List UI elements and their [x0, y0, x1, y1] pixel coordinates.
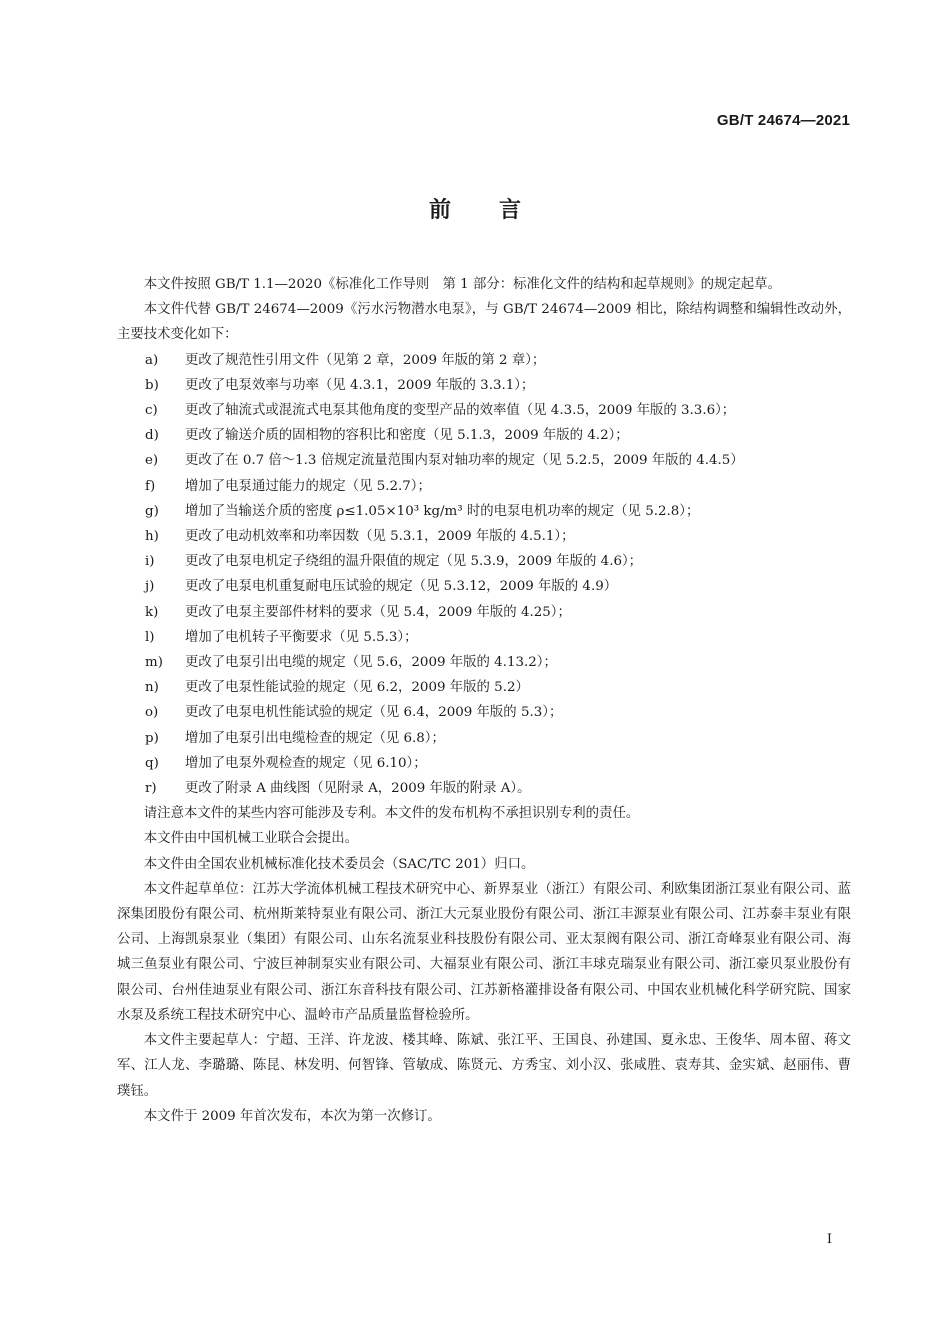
changes-list — [117, 348, 851, 802]
standard-number: GB/T 24674—2021 — [716, 112, 850, 129]
list-item-text: 增加了电机转子平衡要求（见 5.5.3）； — [185, 629, 418, 645]
list-item — [117, 448, 851, 473]
document-body — [117, 272, 851, 1129]
list-item — [117, 398, 851, 423]
list-item-text: 更改了电泵主要部件材料的要求（见 5.4，2009 年版的 4.25）； — [185, 604, 571, 620]
list-item-text: 增加了电泵通过能力的规定（见 5.2.7）； — [185, 478, 431, 494]
list-item-text: 增加了当输送介质的密度 ρ≤1.05×10³ kg/m³ 时的电泵电机功率的规定（见 5.2.8）； — [185, 503, 700, 519]
list-item-label: e) — [145, 453, 159, 469]
list-item-label: i) — [145, 554, 155, 570]
list-item-text: 更改了输送介质的固相物的容积比和密度（见 5.1.3，2009 年版的 4.2）； — [185, 428, 629, 444]
list-item — [117, 776, 851, 801]
list-item-label: o) — [145, 705, 159, 721]
paragraph: 本文件由中国机械工业联合会提出。 — [143, 831, 359, 847]
list-item — [117, 474, 851, 499]
list-item-label: k) — [145, 604, 159, 620]
page-title: 前言 — [428, 198, 569, 223]
list-item-text: 更改了电泵效率与功率（见 4.3.1，2009 年版的 3.3.1）； — [185, 377, 535, 393]
paragraph: 本文件于 2009 年首次发布，本次为第一次修订。 — [143, 1108, 441, 1124]
list-item-text: 更改了电泵电机性能试验的规定（见 6.4，2009 年版的 5.3）； — [185, 705, 563, 721]
paragraph: 本文件由全国农业机械标准化技术委员会（SAC/TC 201）归口。 — [143, 856, 535, 872]
list-item — [117, 625, 851, 650]
list-item-label: q) — [145, 755, 159, 771]
list-item — [117, 650, 851, 675]
list-item-text: 更改了规范性引用文件（见第 2 章，2009 年版的第 2 章）； — [185, 352, 546, 368]
paragraph: 本文件主要起草人：宁超、王洋、许龙波、楼其峰、陈斌、张江平、王国良、孙建国、夏永忠、王俊华、周本留、蒋文军、江人龙、李璐璐、陈昆、林发明、何智锋、管敏成、陈贤元、方秀宝、刘小汉、张咸胜、袁寿其、金实斌、赵丽伟、曹璞钰。 — [117, 1033, 851, 1099]
list-item — [117, 574, 851, 599]
list-item — [117, 675, 851, 700]
list-item — [117, 423, 851, 448]
list-item-label: p) — [145, 730, 159, 746]
list-item-text: 更改了电泵性能试验的规定（见 6.2，2009 年版的 5.2） — [185, 680, 529, 696]
paragraph: 本文件按照 GB/T 1.1—2020《标准化工作导则 第 1 部分：标准化文件的结构和起草规则》的规定起草。 — [143, 277, 781, 292]
list-item-label: f) — [145, 478, 156, 494]
list-item — [117, 726, 851, 751]
list-item — [117, 751, 851, 776]
list-item-label: m) — [145, 655, 163, 671]
list-item-label: h) — [145, 529, 159, 545]
list-item-text: 更改了在 0.7 倍～1.3 倍规定流量范围内泵对轴功率的规定（见 5.2.5，2009 年版的 4.4.5） — [185, 453, 744, 469]
list-item — [117, 348, 851, 373]
list-item-text: 增加了电泵引出电缆检查的规定（见 6.8）； — [185, 730, 445, 746]
list-item-label: b) — [145, 377, 159, 393]
list-item-label: l) — [145, 629, 155, 645]
list-item-label: n) — [145, 680, 159, 696]
list-item-text: 更改了电泵电机定子绕组的温升限值的规定（见 5.3.9，2009 年版的 4.6）； — [185, 554, 643, 570]
list-item — [117, 600, 851, 625]
list-item-label: g) — [145, 503, 159, 519]
page-number: I — [826, 1232, 832, 1247]
list-item-text: 更改了电泵引出电缆的规定（见 5.6，2009 年版的 4.13.2）； — [185, 655, 557, 671]
list-item — [117, 499, 851, 524]
list-item — [117, 373, 851, 398]
paragraph: 本文件起草单位：江苏大学流体机械工程技术研究中心、新界泵业（浙江）有限公司、利欧集团浙江泵业有限公司、蓝深集团股份有限公司、杭州斯莱特泵业有限公司、浙江大元泵业股份有限公司、浙江丰源泵业有限公司、江苏泰丰泵业有限公司、上海凯泉泵业（集团）有限公司、山东名流泵业科技股份有限公司、亚太泵阀有限公司、浙江奇峰泵业有限公司、海城三鱼泵业有限公司、宁波巨神制泵实业有限公司、大福泵业有限公司、浙江丰球克瑞泵业有限公司、浙江豪贝泵业股份有限公司、台州佳迪泵业有限公司、浙江东音科技有限公司、江苏新格灌排设备有限公司、中国农业机械化科学研究院、国家水泵及系统工程技术研究中心、温岭市产品质量监督检验所。 — [117, 881, 851, 1023]
list-item-text: 更改了轴流式或混流式电泵其他角度的变型产品的效率值（见 4.3.5，2009 年版的 3.3.6）； — [185, 403, 736, 419]
paragraph: 请注意本文件的某些内容可能涉及专利。本文件的发布机构不承担识别专利的责任。 — [143, 806, 640, 822]
list-item-text: 更改了附录 A 曲线图（见附录 A，2009 年版的附录 A）。 — [185, 781, 531, 797]
list-item-label: j) — [145, 579, 155, 595]
paragraph: 本文件代替 GB/T 24674—2009《污水污物潜水电泵》，与 GB/T 24674—2009 相比，除结构调整和编辑性改动外，主要技术变化如下： — [117, 302, 851, 343]
list-item — [117, 524, 851, 549]
list-item-label: c) — [145, 403, 158, 419]
list-item-text: 更改了电泵电机重复耐电压试验的规定（见 5.3.12，2009 年版的 4.9） — [185, 579, 618, 595]
list-item-label: d) — [145, 428, 159, 444]
list-item — [117, 700, 851, 725]
list-item — [117, 549, 851, 574]
list-item-label: a) — [145, 352, 159, 368]
list-item-text: 更改了电动机效率和功率因数（见 5.3.1，2009 年版的 4.5.1）； — [185, 529, 575, 545]
list-item-text: 增加了电泵外观检查的规定（见 6.10）； — [185, 755, 427, 771]
list-item-label: r) — [145, 781, 157, 797]
